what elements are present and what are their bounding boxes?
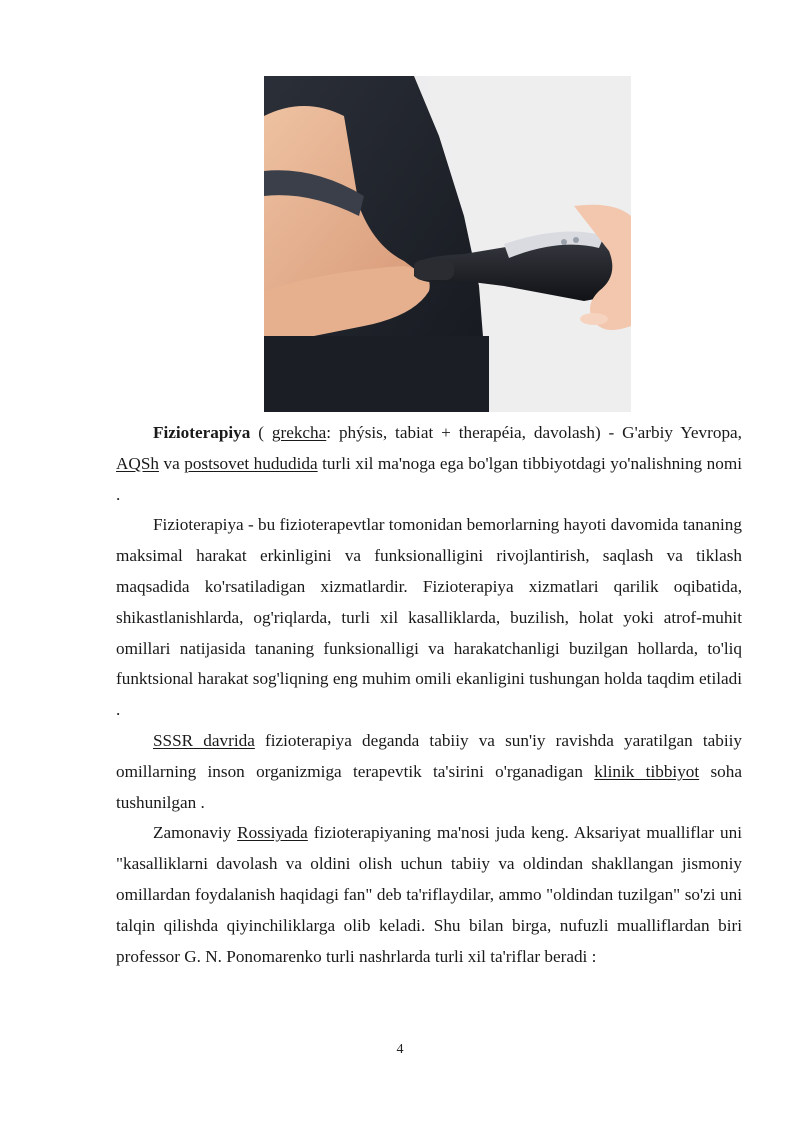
paragraph-services: Fizioterapiya - bu fizioterapevtlar tomonidan bemorlarning hayoti davomida tananing maksimal harakat erkinligini va funksionalligini rivojlantirish, saqlash va tiklash maqsadida ko'rsatiladigan xizmatlardir. Fizioterapiya xizmatlari qarilik oqibatida, shikastlanishlarda, og'riqlarda, turli xil kasalliklarda, buzilish, holat yoki atrof-muhit omillari natijasida tananing funksionalligi va harakatchanligi buzilgan hollarda, to'liq funktsional harakat sog'liqning eng muhim omili ekanligini tushungan holda taqdim etiladi .	[116, 515, 742, 720]
text-span: : phýsis, tabiat + therapéia, davolash) - G'arbiy Yevropa,	[326, 423, 742, 442]
link-klinik-tibbiyot[interactable]: klinik tibbiyot	[594, 761, 700, 781]
text-span: Zamonaviy	[153, 823, 238, 843]
page-number: 4	[396, 1042, 404, 1057]
photo-illustration	[264, 76, 631, 412]
text-span: (	[250, 423, 272, 442]
link-sssr-davrida[interactable]: SSSR davrida	[153, 730, 255, 750]
term-fizioterapiya: Fizioterapiya	[153, 423, 251, 442]
link-rossiyada[interactable]: Rossiyada	[237, 823, 308, 843]
text-span: turli xil ma'noga ega bo'lgan tibbiyotdagi yo'nalishning nomi .	[116, 453, 742, 504]
text-span: fizioterapiya deganda tabiiy va sun'iy ravishda yaratilgan tabiiy omillarning inson organizmiga terapevtik ta'sirini o'rganadigan	[116, 730, 742, 781]
paragraph-definition	[116, 418, 742, 510]
paragraph-ussr	[116, 726, 742, 818]
body-text	[116, 418, 742, 972]
link-postsovet-hududida[interactable]: postsovet hududida	[184, 453, 318, 473]
link-aqsh[interactable]: AQSh	[116, 453, 159, 473]
text-span: soha tushunilgan .	[116, 761, 742, 812]
text-span: fizioterapiyaning ma'nosi juda keng. Aksariyat mualliflar uni "kasalliklarni davolash va oldini olish uchun tabiiy va oldindan shakllangan jismoniy omillardan foydalanish haqidagi fan" deb ta'riflaydilar, ammo "oldindan tuzilgan" so'zi uni talqin qilishda qiyinchiliklarga olib keladi. Shu bilan birga, nufuzli mualliflardan biri professor G. N. Ponomarenko turli nashrlarda turli xil ta'riflar beradi :	[116, 823, 742, 966]
physiotherapy-photo	[264, 76, 631, 412]
paragraph-russia	[116, 818, 742, 972]
text-span: va	[158, 453, 185, 473]
link-grekcha[interactable]: grekcha	[271, 423, 327, 442]
